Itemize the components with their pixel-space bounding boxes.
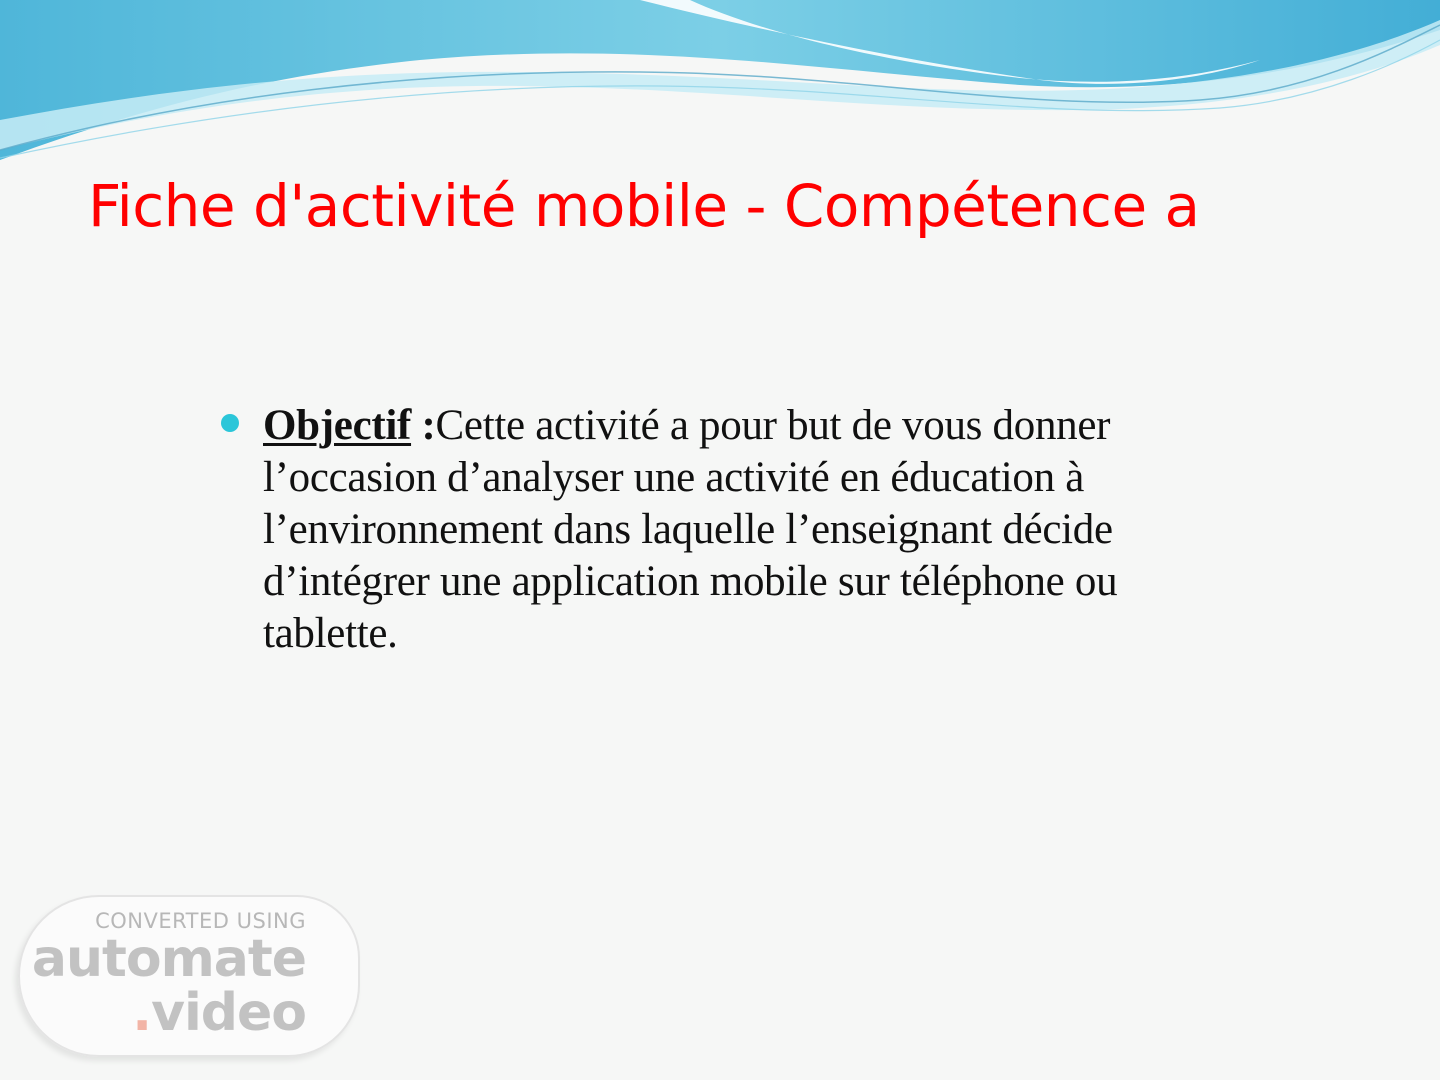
bullet-dot-icon (221, 414, 239, 432)
watermark-badge (18, 895, 360, 1057)
watermark-suffix-text: video (151, 983, 306, 1043)
watermark-brand-suffix (132, 983, 306, 1043)
watermark-caption: CONVERTED USING (95, 909, 306, 933)
bullet-list (218, 400, 1238, 660)
objective-separator: : (411, 402, 436, 449)
watermark-dot: . (132, 983, 152, 1043)
wave-header-decoration (0, 0, 1440, 180)
objective-label: Objectif (263, 402, 412, 449)
list-item (218, 400, 1238, 660)
watermark-brand: automate (31, 929, 306, 989)
objective-text: Cette activité a pour but de vous donner l’occasion d’analyser une activité en éducation à l’environnement dans laquelle l’enseignant décide d’intégrer une application mobile sur téléphone ou tablette. (263, 402, 1118, 657)
slide-title: Fiche d'activité mobile - Compétence a (88, 172, 1200, 240)
